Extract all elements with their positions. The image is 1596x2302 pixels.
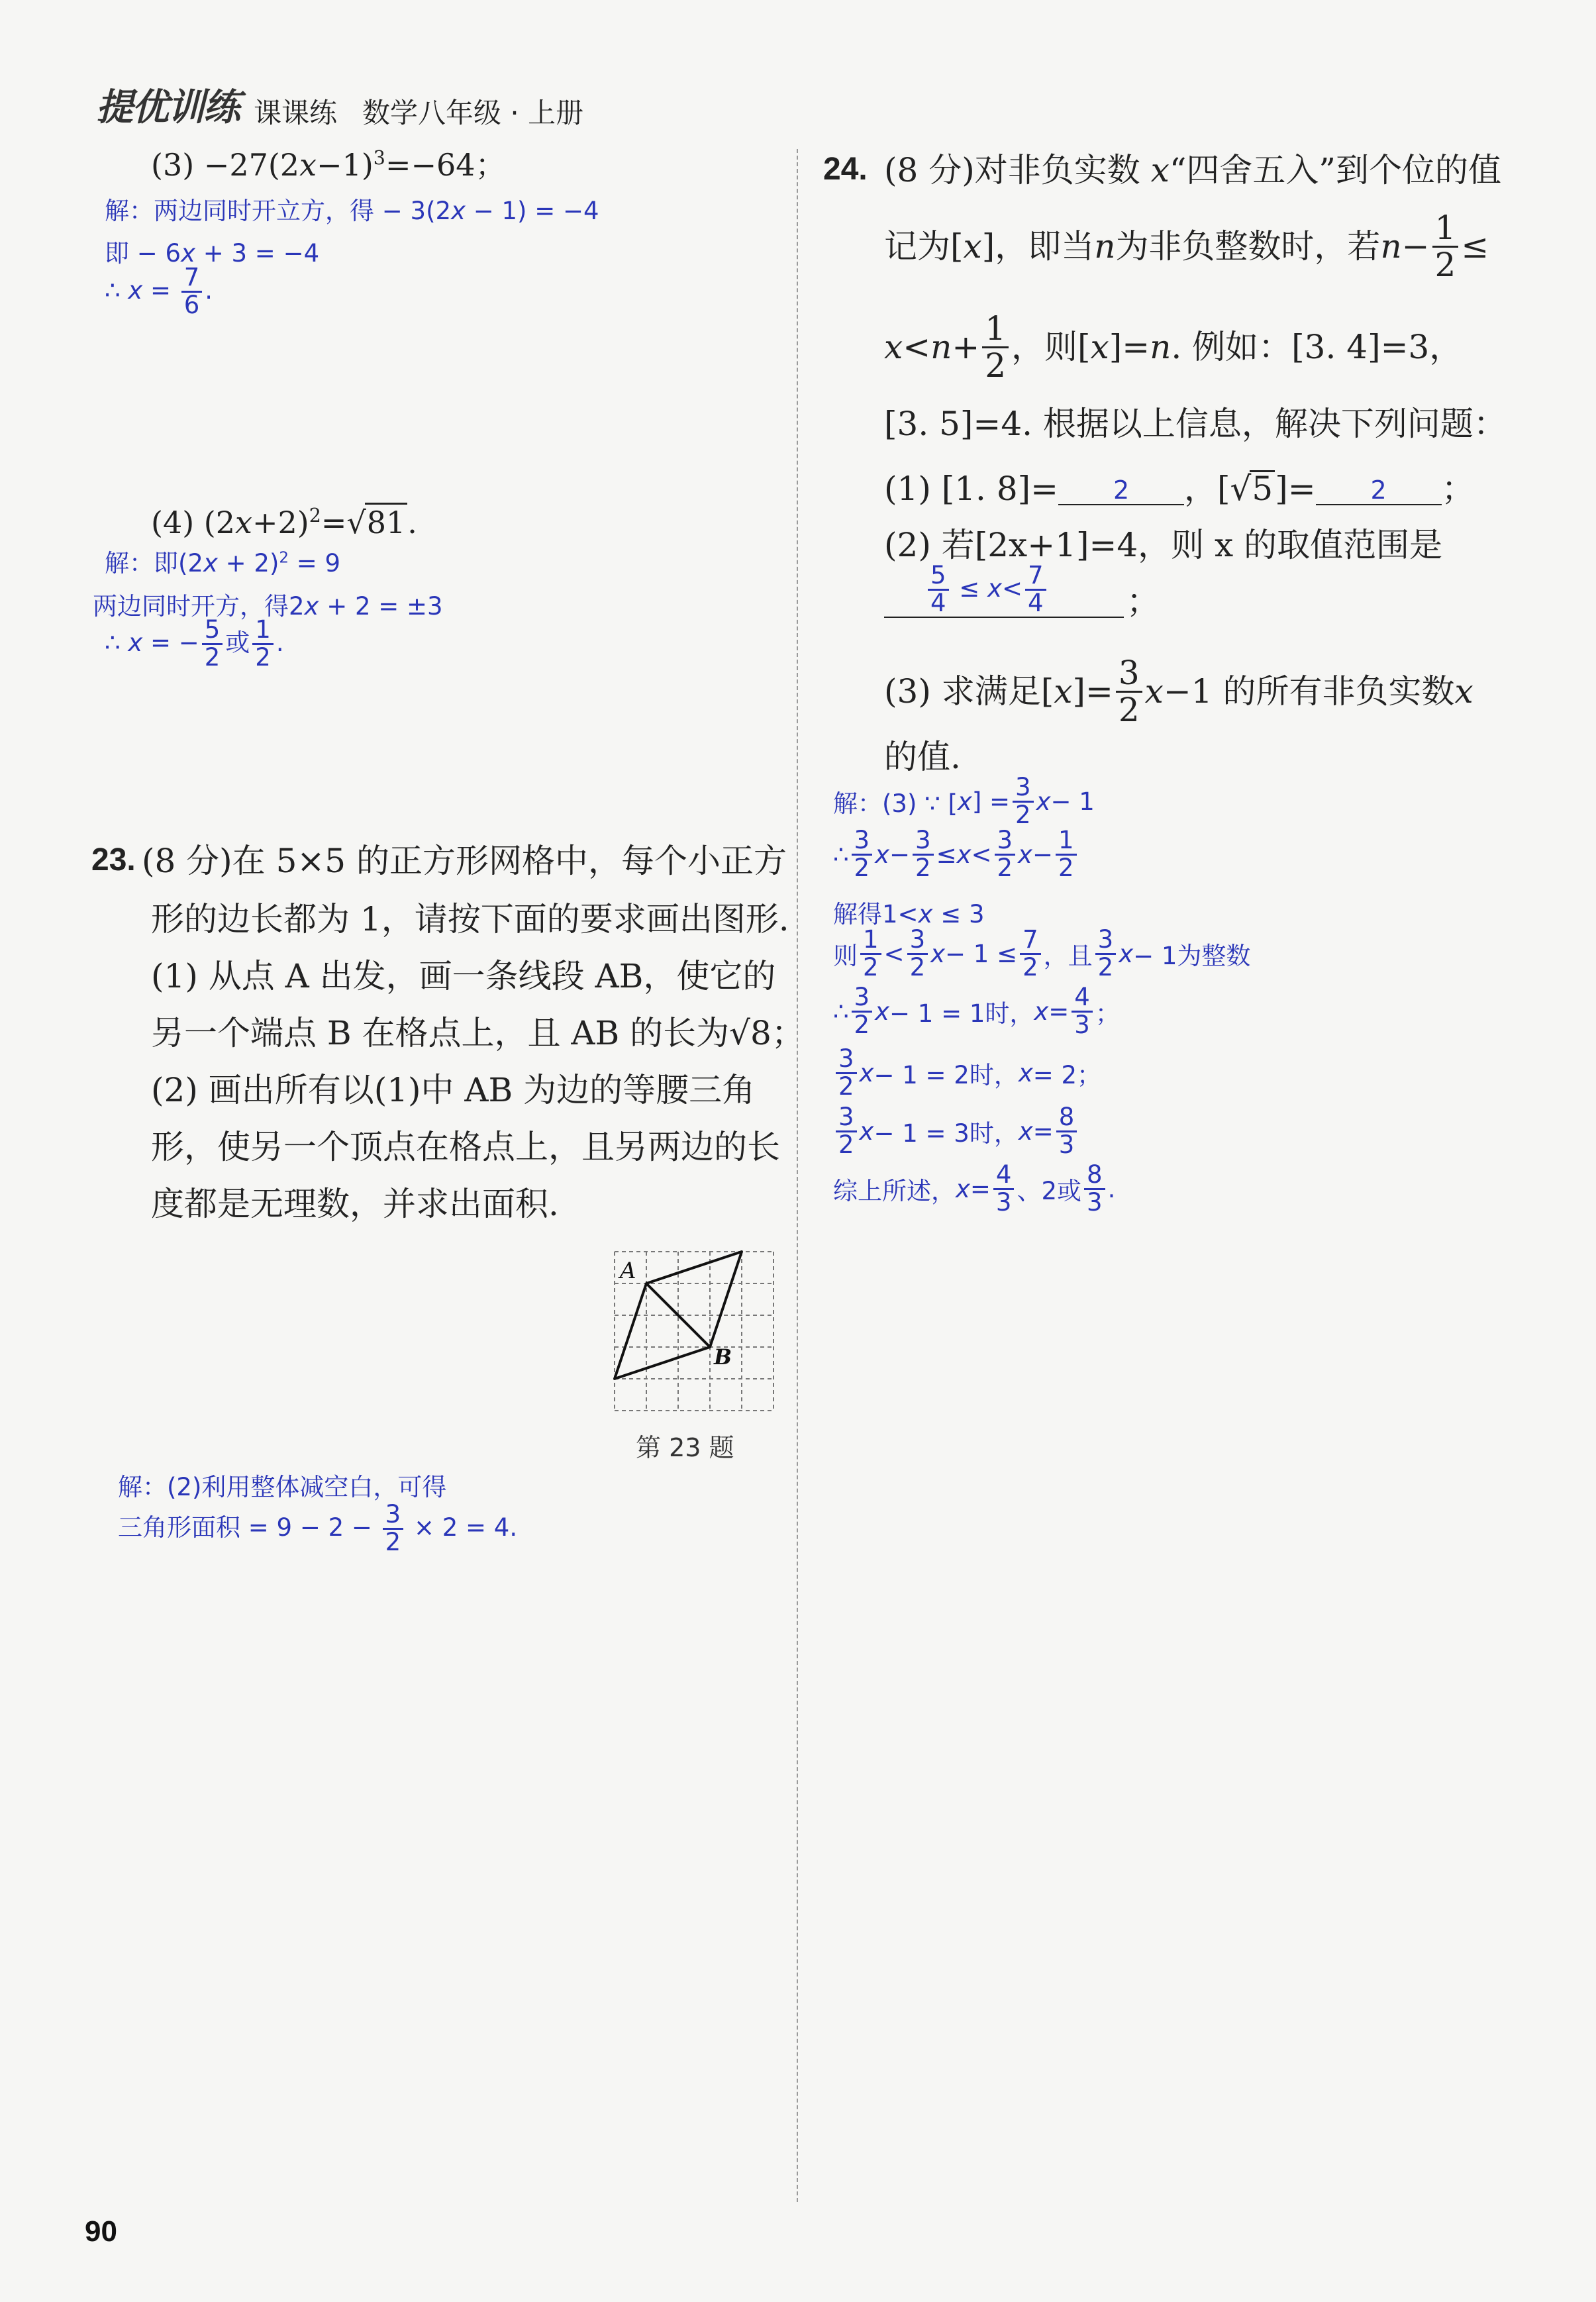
q24-part3: (3) 求满足[ x ]= $\frac{3}{2}$ x −1 的所有非负实数 x (884, 654, 1473, 729)
q23-figure-caption: 第 23 题 (636, 1433, 734, 1462)
q24-answer-1b: 2 (1370, 475, 1387, 505)
q23-line6: 形，使另一个顶点在格点上，且另两边的长 (151, 1128, 780, 1166)
q24-answer-2: $\frac{5}{4}$ ≤ x< $\frac{7}{4}$ (884, 563, 1124, 618)
q23-line4: 另一个端点 B 在格点上，且 AB 的长为√8； (151, 1014, 805, 1052)
question-23 (91, 842, 805, 1223)
q23-number: 23. (91, 842, 136, 877)
q24-part2: (2) 若[2x+1]=4，则 x 的取值范围是 (884, 526, 1443, 564)
q24-answer-1a: 2 (1113, 475, 1130, 505)
q23-solution-line1: 解：(2)利用整体减空白，可得 (118, 1473, 447, 1501)
subject-title: 数学八年级 · 上册 (362, 97, 584, 129)
q23-solution-line2: 三角形面积 = 9 − 2 − $\frac{3}{2}$ × 2 = 4. (118, 1500, 518, 1556)
q22-part4: (4) $(2x+2)^2=√81$. (151, 507, 417, 538)
page-number: 90 (85, 2215, 117, 2248)
q23-line3: (1) 从点 A 出发，画一条线段 AB，使它的 (151, 957, 776, 995)
q23-line2: 形的边长都为 1，请按下面的要求画出图形. (151, 900, 789, 938)
q24-line4: [3. 5]=4. 根据以上信息，解决下列问题： (884, 405, 1507, 443)
q24-line2: 记为[ x ]，即当 n 为非负整数时，若 n − $\frac{1}{2}$ ≤ (884, 209, 1489, 284)
column-divider (797, 149, 798, 2202)
q23-line1: (8 分)在 5×5 的正方形网格中，每个小正方 (141, 842, 787, 880)
q24-solution-line4: 则 $\frac{1}{2}$ < $\frac{3}{2}$ x − 1 ≤ $\frac{7}{2}$ ，且 $\frac{3}{2}$ x − 1为整数 (833, 925, 1251, 981)
series-title: 课课练 (254, 97, 338, 129)
q22-part3: $(3) -27(2x-1)^3=-64$； (151, 147, 506, 183)
q22-part4-solution-line3: ∴ x = − $\frac{5}{2}$ 或 $\frac{1}{2}$ . (105, 615, 284, 672)
q22-part3-solution-line2: 即 − 6x + 3 = −4 (105, 239, 320, 268)
q24-solution-line3: 解得1<x ≤ 3 (833, 900, 985, 928)
q23-point-b-label: B (714, 1344, 732, 1370)
q24-part3-cont: 的值. (884, 738, 961, 776)
q22-part3-solution-line3: ∴ x = $\frac{7}{6}$ . (105, 263, 213, 319)
q24-line3: x < n + $\frac{1}{2}$ ，则[ x ]= n . 例如：[3. 4]=3， (884, 309, 1463, 385)
q24-solution-line6: $\frac{3}{2}$ x − 1 = 2时， x = 2； (833, 1046, 1101, 1100)
q23-line7: 度都是无理数，并求出面积. (151, 1185, 559, 1223)
q23-line5: (2) 画出所有以(1)中 AB 为边的等腰三角 (151, 1071, 756, 1109)
q22-part3-solution-line1: 解：两边同时开立方，得 − 3(2x − 1) = −4 (105, 197, 599, 225)
q22-part4-solution-line2: 两边同时开方，得2x + 2 = ±3 (93, 592, 443, 621)
q24-solution-line8: 综上所述， x = $\frac{4}{3}$ 、2或 $\frac{8}{3}$ . (833, 1160, 1116, 1217)
q23-point-a-label: A (620, 1258, 636, 1284)
q24-number: 24. (823, 152, 868, 187)
q24-solution-line1: 解：(3) ∵ [ x ] = $\frac{3}{2}$ x − 1 (833, 773, 1095, 829)
page-header (96, 78, 583, 131)
q24-solution-line7: $\frac{3}{2}$ x − 1 = 3时， x = $\frac{8}{3}$ (833, 1105, 1079, 1158)
logo: 提优训练 (96, 86, 239, 129)
q24-solution-line2: ∴ $\frac{3}{2}$ x − $\frac{3}{2}$ ≤ x < $\frac{3}{2}$ x − $\frac{1}{2}$ (833, 828, 1079, 881)
q23-grid-figure (608, 1245, 780, 1417)
q24-solution-line5: ∴ $\frac{3}{2}$ x − 1 = 1时， x = $\frac{4}{3}$ ； (833, 983, 1120, 1039)
q24-part2-answer-line: $\frac{5}{4}$ ≤ x< $\frac{7}{4}$ ； (884, 563, 1160, 618)
q24-line1: 24. (8 分)对非负实数 x“四舍五入”到个位的值 (823, 151, 1501, 189)
q24-part1: (1) [1. 8]= 2 ，[√ 5 ]= 2 ； (884, 470, 1475, 508)
q22-part4-solution-line1: 解：即$(2x + 2)^2 = 9$ (105, 549, 341, 577)
